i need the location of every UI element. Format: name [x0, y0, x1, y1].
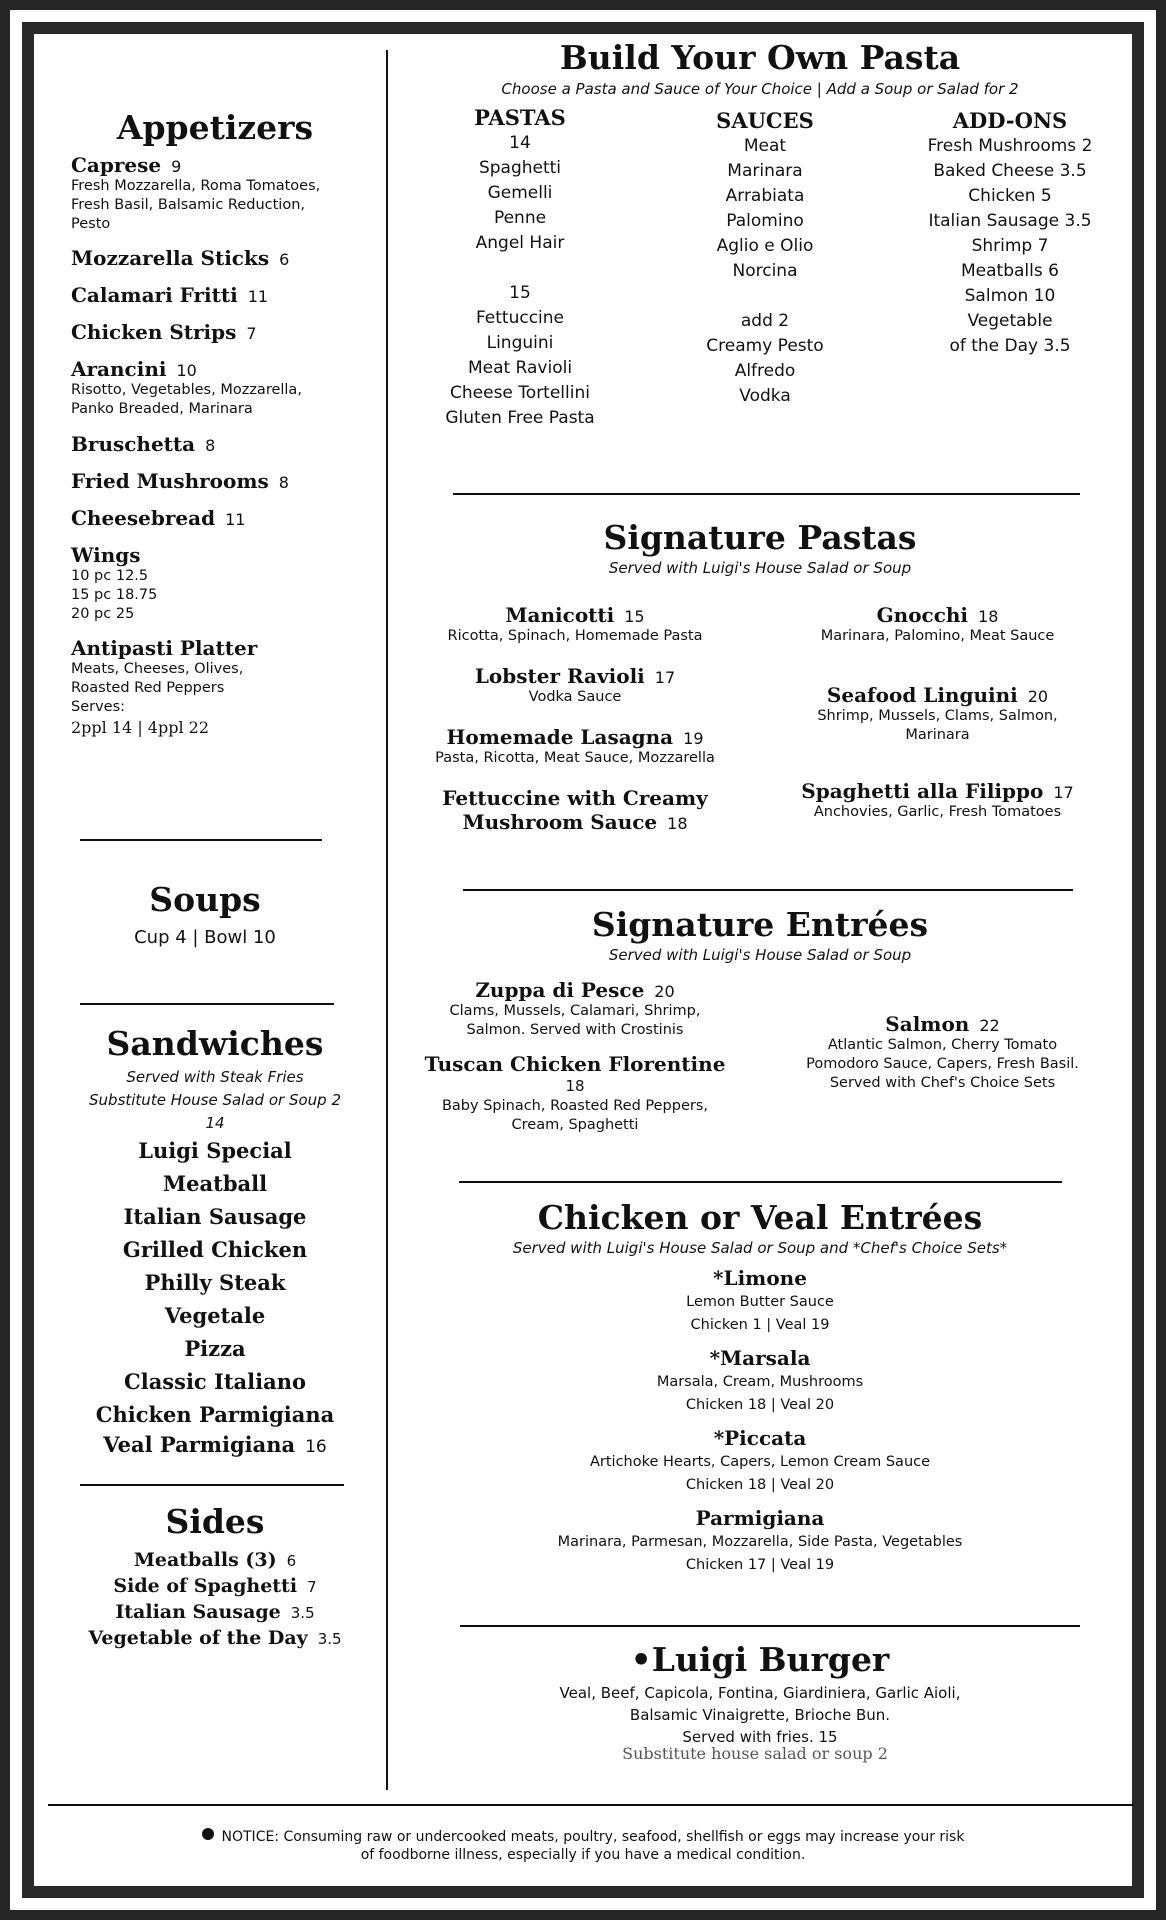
item-price: 10	[176, 361, 197, 380]
item-name: Tuscan Chicken Florentine	[424, 1052, 726, 1076]
sauces-group-1	[665, 134, 865, 284]
pasta-option: Angel Hair	[475, 233, 565, 253]
item-prices: Chicken 17 | Veal 19	[685, 1557, 835, 1573]
pasta-option: Fettuccine	[475, 308, 565, 328]
sig-entrees-subtitle: Served with Luigi's House Salad or Soup	[608, 946, 912, 964]
item-desc: Served with Chef's Choice Sets	[829, 1075, 1056, 1091]
item-name: *Limone	[713, 1266, 807, 1290]
sandwich-item-veal	[60, 1431, 370, 1464]
build-pasta-title: Build Your Own Pasta	[559, 38, 961, 77]
sandwich-item: Pizza	[184, 1336, 246, 1361]
sauces-column	[665, 108, 865, 409]
build-pasta-subtitle: Choose a Pasta and Sauce of Your Choice | Add a Soup or Salad for 2	[501, 80, 1019, 98]
sauce-option: Arrabiata	[725, 186, 805, 206]
pasta-option: Spaghetti	[478, 158, 562, 178]
divider-sig-entrees	[459, 1181, 1062, 1183]
item-name: Parmigiana	[695, 1506, 825, 1530]
item-name: Lobster Ravioli	[474, 664, 645, 688]
item-price: 7	[246, 324, 257, 343]
sig-pastas-title: Signature Pastas	[603, 518, 917, 557]
soups-title: Soups	[149, 880, 261, 919]
addon-option: Fresh Mushrooms 2	[927, 136, 1093, 156]
sig-entrees-title: Signature Entrées	[591, 905, 929, 944]
notice-line-1: NOTICE: Consuming raw or undercooked meats, poultry, seafood, shellfish or eggs may increase your risk	[221, 1829, 965, 1845]
chicken-veal-subtitle: Served with Luigi's House Salad or Soup and *Chef's Choice Sets*	[512, 1239, 1008, 1257]
item-name: Bruschetta	[71, 432, 196, 456]
appetizers-list	[71, 153, 371, 739]
sig-entrees-left	[415, 978, 735, 1135]
item-name: Italian Sausage	[115, 1601, 281, 1623]
item-price: 18	[667, 814, 688, 833]
burger-section	[420, 1640, 1100, 1748]
item-desc: Fresh Basil, Balsamic Reduction,	[71, 197, 305, 213]
item-prices: Chicken 18 | Veal 20	[685, 1477, 835, 1493]
sides-section	[60, 1502, 370, 1652]
pasta-lobster-ravioli	[415, 664, 735, 707]
appetizer-arancini	[71, 357, 371, 419]
entree-marsala	[420, 1346, 1100, 1417]
sig-entrees-right	[780, 1012, 1105, 1093]
item-desc: Panko Breaded, Marinara	[71, 401, 253, 417]
pastas-group-2	[420, 306, 620, 431]
addon-option: Italian Sausage 3.5	[928, 211, 1092, 231]
item-desc: 10 pc 12.5	[71, 568, 149, 584]
item-desc: 20 pc 25	[71, 606, 135, 622]
item-price: 11	[247, 287, 269, 306]
item-desc: Marinara	[905, 727, 970, 743]
pastas-group-1	[420, 156, 620, 256]
item-desc: Clams, Mussels, Calamari, Shrimp,	[449, 1003, 701, 1019]
item-name: *Piccata	[713, 1426, 807, 1450]
item-desc: Marinara, Palomino, Meat Sauce	[820, 628, 1055, 644]
soups-section	[60, 880, 350, 950]
item-name: Zuppa di Pesce	[475, 978, 645, 1002]
item-price: 8	[278, 473, 289, 492]
addon-option: Baked Cheese 3.5	[933, 161, 1087, 181]
sandwich-item: Philly Steak	[144, 1270, 286, 1295]
item-name: Gnocchi	[876, 603, 969, 627]
item-name: Calamari Fritti	[71, 283, 238, 307]
pasta-lasagna	[415, 725, 735, 768]
sig-entrees-header	[420, 905, 1100, 965]
appetizers-title: Appetizers	[116, 108, 314, 147]
entree-zuppa	[415, 978, 735, 1040]
entree-limone	[420, 1266, 1100, 1337]
addon-option: Vegetable	[967, 311, 1053, 331]
entree-salmon	[780, 1012, 1105, 1093]
item-desc: Atlantic Salmon, Cherry Tomato	[827, 1037, 1058, 1053]
pasta-gnocchi	[775, 603, 1100, 646]
item-desc: Serves:	[71, 699, 126, 715]
side-sausage	[60, 1600, 370, 1626]
item-prices: Chicken 18 | Veal 20	[685, 1397, 835, 1413]
entree-tuscan-chicken	[415, 1052, 735, 1135]
appetizers-section	[60, 108, 370, 148]
soups-prices: Cup 4 | Bowl 10	[134, 927, 276, 948]
item-name: Salmon	[885, 1012, 970, 1036]
item-desc: Salmon. Served with Crostinis	[466, 1022, 684, 1038]
item-name: Veal Parmigiana	[103, 1432, 296, 1457]
sauce-option: Meat	[743, 136, 787, 156]
pasta-option: Gluten Free Pasta	[445, 408, 595, 428]
pasta-filippo	[775, 779, 1100, 822]
serves-prices: 2ppl 14 | 4ppl 22	[71, 718, 210, 737]
item-name: *Marsala	[709, 1346, 811, 1370]
item-desc: Meats, Cheeses, Olives,	[71, 661, 244, 677]
burger-title: •Luigi Burger	[630, 1640, 890, 1679]
chicken-veal-title: Chicken or Veal Entrées	[537, 1198, 983, 1237]
burger-substitute-note: Substitute house salad or soup 2	[622, 1744, 888, 1763]
item-name: Chicken Strips	[71, 320, 237, 344]
footer-divider	[48, 1804, 1134, 1806]
sauce-option: Vodka	[739, 386, 791, 406]
sig-pastas-subtitle: Served with Luigi's House Salad or Soup	[608, 559, 912, 577]
addons-column	[900, 108, 1120, 359]
sig-pastas-right	[775, 603, 1100, 822]
item-name: Manicotti	[505, 603, 615, 627]
item-name: Mushroom Sauce	[462, 810, 658, 834]
sauce-option: Norcina	[732, 261, 798, 281]
pastas-column	[420, 105, 620, 431]
addon-option: of the Day 3.5	[949, 336, 1071, 356]
addons-list	[900, 134, 1120, 359]
item-desc: Vodka Sauce	[528, 689, 622, 705]
appetizer-caprese	[71, 153, 371, 234]
pasta-option: Gemelli	[487, 183, 553, 203]
item-name: Meatballs (3)	[133, 1549, 277, 1571]
item-desc: Shrimp, Mussels, Clams, Salmon,	[817, 708, 1058, 724]
item-desc: Pomodoro Sauce, Capers, Fresh Basil.	[806, 1056, 1079, 1072]
item-name: Side of Spaghetti	[113, 1575, 298, 1597]
item-desc: Artichoke Hearts, Capers, Lemon Cream Sauce	[589, 1454, 931, 1470]
sauce-option: Alfredo	[734, 361, 796, 381]
sandwich-item: Meatball	[162, 1171, 268, 1196]
appetizer-bruschetta	[71, 432, 371, 456]
side-spaghetti	[60, 1574, 370, 1600]
item-name: Antipasti Platter	[71, 636, 258, 660]
notice-line-2: of foodborne illness, especially if you have a medical condition.	[360, 1847, 806, 1863]
appetizer-chicken-strips	[71, 320, 371, 344]
addons-heading: ADD-ONS	[952, 108, 1068, 133]
item-price: 3.5	[317, 1630, 342, 1648]
item-price: 18	[565, 1077, 585, 1095]
item-name: Mozzarella Sticks	[71, 246, 270, 270]
divider-sig-pastas	[463, 889, 1073, 891]
sandwiches-sub-2: Substitute House Salad or Soup 2	[89, 1091, 341, 1109]
column-divider	[386, 50, 388, 1790]
entree-parmigiana	[420, 1506, 1100, 1577]
item-price: 9	[171, 157, 182, 176]
sandwiches-sub-1: Served with Steak Fries	[126, 1068, 304, 1086]
sandwich-item: Classic Italiano	[124, 1369, 306, 1394]
item-desc: Pesto	[71, 216, 111, 232]
notice	[100, 1828, 1066, 1864]
item-desc: Risotto, Vegetables, Mozzarella,	[71, 382, 302, 398]
side-vegetable	[60, 1626, 370, 1652]
sandwich-item: Italian Sausage	[123, 1204, 307, 1229]
item-price: 8	[205, 436, 216, 455]
burger-desc: Served with fries. 15	[682, 1728, 838, 1746]
sandwich-item: Luigi Special	[138, 1138, 292, 1163]
item-price: 20	[1027, 687, 1049, 706]
item-desc: Pasta, Ricotta, Meat Sauce, Mozzarella	[435, 750, 715, 766]
item-name: Homemade Lasagna	[446, 725, 674, 749]
build-pasta-header	[400, 38, 1120, 99]
sandwiches-section	[60, 1024, 370, 1464]
sauce-option: Marinara	[727, 161, 803, 181]
item-desc: Marinara, Parmesan, Mozzarella, Side Pasta, Vegetables	[557, 1534, 963, 1550]
sauce-option: Palomino	[726, 211, 804, 231]
sig-pastas-header	[420, 518, 1100, 578]
side-meatballs	[60, 1548, 370, 1574]
pasta-option: Meat Ravioli	[467, 358, 573, 378]
item-price: 15	[624, 607, 645, 626]
item-price: 17	[1053, 783, 1074, 802]
pastas-price-1: 14	[509, 133, 531, 153]
divider-soups	[80, 1003, 334, 1005]
item-name: Seafood Linguini	[826, 683, 1018, 707]
item-price: 11	[225, 510, 246, 529]
item-name: Caprese	[71, 153, 162, 177]
sandwich-item: Chicken Parmigiana	[95, 1402, 335, 1427]
item-name: Fried Mushrooms	[71, 469, 269, 493]
addon-option: Meatballs 6	[961, 261, 1059, 281]
sides-title: Sides	[165, 1502, 265, 1541]
item-name: Vegetable of the Day	[88, 1627, 308, 1649]
item-price: 6	[279, 250, 290, 269]
item-name: Arancini	[71, 357, 167, 381]
item-price: 17	[654, 668, 676, 687]
item-desc: Marsala, Cream, Mushrooms	[656, 1374, 864, 1390]
item-price: 18	[978, 607, 999, 626]
item-price: 20	[654, 982, 675, 1001]
item-price: 6	[286, 1552, 297, 1570]
addon-option: Salmon 10	[964, 286, 1056, 306]
sandwich-item: Vegetale	[164, 1303, 266, 1328]
chicken-veal-section	[420, 1198, 1100, 1577]
item-desc: Roasted Red Peppers	[71, 680, 225, 696]
sauce-option: Creamy Pesto	[706, 336, 824, 356]
pasta-option: Linguini	[486, 333, 554, 353]
pastas-heading: PASTAS	[474, 105, 566, 130]
divider-sandwiches	[80, 1484, 344, 1486]
appetizer-wings	[71, 543, 371, 624]
divider-chicken-veal	[460, 1625, 1080, 1627]
item-desc: 15 pc 18.75	[71, 587, 158, 603]
pasta-option: Penne	[493, 208, 547, 228]
item-desc: Fresh Mozzarella, Roma Tomatoes,	[71, 178, 321, 194]
sauce-option: Aglio e Olio	[716, 236, 814, 256]
sandwiches-price: 14	[205, 1114, 225, 1132]
sig-pastas-left	[415, 603, 735, 834]
sandwich-list	[60, 1134, 370, 1431]
bullet-icon	[202, 1828, 214, 1840]
item-desc: Baby Spinach, Roasted Red Peppers,	[441, 1098, 709, 1114]
sauces-add-label: add 2	[740, 311, 790, 331]
appetizer-antipasti	[71, 636, 371, 739]
burger-desc: Veal, Beef, Capicola, Fontina, Giardiniera, Garlic Aioli,	[559, 1684, 961, 1702]
pasta-seafood-linguini	[775, 683, 1100, 745]
addon-option: Chicken 5	[968, 186, 1052, 206]
sauces-heading: SAUCES	[716, 108, 814, 133]
item-name: Fettuccine with Creamy	[442, 786, 708, 810]
appetizer-cheesebread	[71, 506, 371, 530]
entree-piccata	[420, 1426, 1100, 1497]
appetizer-calamari	[71, 283, 371, 307]
sandwiches-title: Sandwiches	[106, 1024, 324, 1063]
pasta-manicotti	[415, 603, 735, 646]
item-price: 3.5	[290, 1604, 315, 1622]
item-name: Cheesebread	[71, 506, 216, 530]
sandwich-item: Grilled Chicken	[122, 1237, 308, 1262]
appetizer-fried-mushrooms	[71, 469, 371, 493]
item-name: Spaghetti alla Filippo	[801, 779, 1044, 803]
item-price: 19	[683, 729, 704, 748]
item-desc: Anchovies, Garlic, Fresh Tomatoes	[813, 804, 1062, 820]
item-desc: Cream, Spaghetti	[511, 1117, 639, 1133]
addon-option: Shrimp 7	[971, 236, 1049, 256]
divider-build-pasta	[453, 493, 1080, 495]
item-desc: Lemon Butter Sauce	[686, 1294, 834, 1310]
divider-appetizers	[80, 839, 322, 841]
item-price: 16	[305, 1437, 327, 1457]
pasta-fettuccine	[415, 786, 735, 834]
appetizer-mozzarella-sticks	[71, 246, 371, 270]
item-prices: Chicken 1 | Veal 19	[690, 1317, 830, 1333]
sauces-group-2	[665, 334, 865, 409]
burger-desc: Balsamic Vinaigrette, Brioche Bun.	[629, 1706, 891, 1724]
item-price: 7	[307, 1578, 317, 1596]
item-name: Wings	[71, 543, 141, 567]
item-desc: Ricotta, Spinach, Homemade Pasta	[447, 628, 703, 644]
pasta-option: Cheese Tortellini	[450, 383, 590, 403]
item-price: 22	[979, 1016, 1000, 1035]
pastas-price-2: 15	[509, 283, 531, 303]
